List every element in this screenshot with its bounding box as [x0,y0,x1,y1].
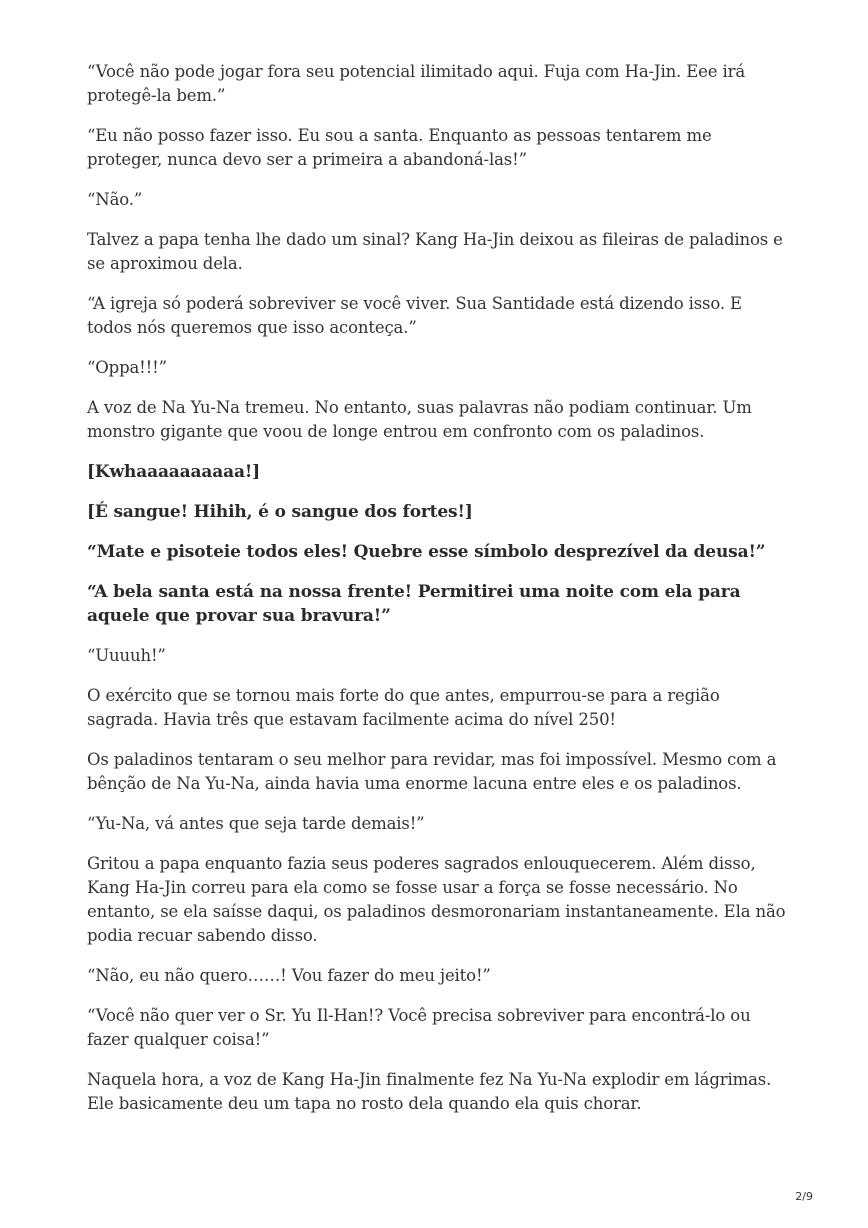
paragraph: “Yu-Na, vá antes que seja tarde demais!” [87,814,425,833]
paragraph: “Você não pode jogar fora seu potencial ilimitado aqui. Fuja com Ha-Jin. Eee irá protegê-la bem.” [87,62,746,105]
paragraph: “Não, eu não quero……! Vou fazer do meu jeito!” [87,966,491,985]
paragraph: “Não.” [87,190,143,209]
paragraph: “Oppa!!!” [87,358,167,377]
paragraph: “A igreja só poderá sobreviver se você viver. Sua Santidade está dizendo isso. E todos nós queremos que isso aconteça.” [87,294,742,337]
document-body [87,60,787,1132]
paragraph: “Uuuuh!” [87,646,166,665]
paragraph: A voz de Na Yu-Na tremeu. No entanto, suas palavras não podiam continuar. Um monstro gigante que voou de longe entrou em confronto com os paladinos. [87,398,752,441]
paragraph: Naquela hora, a voz de Kang Ha-Jin finalmente fez Na Yu-Na explodir em lágrimas. Ele basicamente deu um tapa no rosto dela quando ela quis chorar. [87,1070,772,1113]
paragraph: Talvez a papa tenha lhe dado um sinal? Kang Ha-Jin deixou as fileiras de paladinos e se aproximou dela. [87,230,783,273]
paragraph: “Eu não posso fazer isso. Eu sou a santa. Enquanto as pessoas tentarem me proteger, nunca devo ser a primeira a abandoná-las!” [87,126,712,169]
paragraph: O exército que se tornou mais forte do que antes, empurrou-se para a região sagrada. Havia três que estavam facilmente acima do nível 250! [87,686,720,729]
bold-paragraph: “Mate e pisoteie todos eles! Quebre esse símbolo desprezível da deusa!” [87,542,766,562]
bold-paragraph: [É sangue! Hihih, é o sangue dos fortes!] [87,502,473,522]
paragraph: Os paladinos tentaram o seu melhor para revidar, mas foi impossível. Mesmo com a bênção de Na Yu-Na, ainda havia uma enorme lacuna entre eles e os paladinos. [87,750,777,793]
bold-paragraph: “A bela santa está na nossa frente! Permitirei uma noite com ela para aquele que provar sua bravura!” [87,582,741,626]
paragraph: Gritou a papa enquanto fazia seus poderes sagrados enlouquecerem. Além disso, Kang Ha-Jin correu para ela como se fosse usar a força se fosse necessário. No entanto, se ela saísse daqui, os paladinos desmoronariam instantaneamente. Ela não podia recuar sabendo disso. [87,854,786,945]
bold-paragraph: [Kwhaaaaaaaaaa!] [87,462,261,482]
paragraph: “Você não quer ver o Sr. Yu Il-Han!? Você precisa sobreviver para encontrá-lo ou fazer qualquer coisa!” [87,1006,751,1049]
page-number: 2/9 [795,1190,813,1203]
